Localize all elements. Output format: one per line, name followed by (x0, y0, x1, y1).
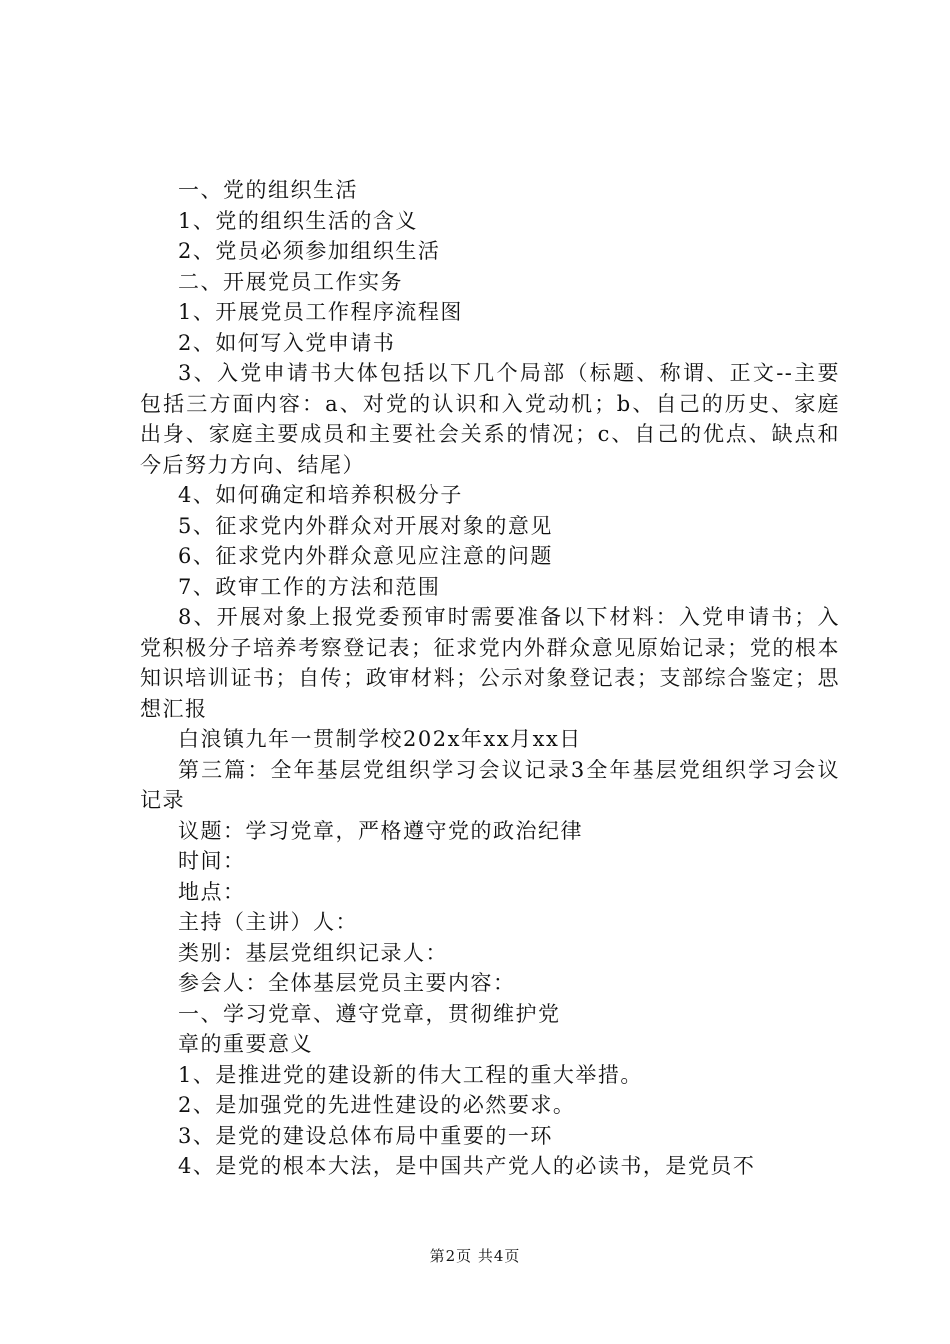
text-line: 参会人：全体基层党员主要内容： (178, 971, 516, 995)
text-line: 2、党员必须参加组织生活 (178, 239, 441, 263)
text-line: 1、党的组织生活的含义 (178, 208, 418, 233)
text-line: 4、如何确定和培养积极分子 (178, 483, 463, 507)
text-line: 一、学习党章、遵守党章，贯彻维护党 (178, 1001, 561, 1026)
text-line: 时间： (178, 849, 246, 873)
document-body (140, 175, 840, 1182)
text-line: 二、开展党员工作实务 (178, 269, 403, 294)
page-number: 第2页 共4页 (429, 1247, 521, 1265)
text-line: 2、如何写入党申请书 (178, 330, 396, 355)
school-date-line: 白浪镇九年一贯制学校202x年xx月xx日 (178, 727, 582, 751)
text-line: 章的重要意义 (178, 1032, 313, 1056)
text-line: 1、是推进党的建设新的伟大工程的重大举措。 (178, 1062, 643, 1087)
text-line: 议题：学习党章，严格遵守党的政治纪律 (178, 818, 583, 843)
text-line: 1、开展党员工作程序流程图 (178, 300, 463, 324)
text-line: 主持（主讲）人： (178, 910, 358, 934)
text-line: 一、党的组织生活 (178, 178, 358, 202)
text-line: 5、征求党内外群众对开展对象的意见 (178, 513, 553, 538)
paragraph-application-parts: 3、入党申请书大体包括以下几个局部（标题、称谓、正文--主要包括三方面内容：a、对党的认识和入党动机；b、自己的历史、家庭出身、家庭主要成员和主要社会关系的情况；c、自己的优点、缺点和今后努力方向、结尾） (140, 361, 840, 477)
paragraph-materials: 8、开展对象上报党委预审时需要准备以下材料：入党申请书；入党积极分子培养考察登记表；征求党内外群众意见原始记录；党的根本知识培训证书；自传；政审材料；公示对象登记表；支部综合鉴定；思想汇报 (140, 605, 840, 721)
text-line: 类别：基层党组织记录人： (178, 940, 448, 965)
text-line: 6、征求党内外群众意见应注意的问题 (178, 544, 553, 568)
text-line: 4、是党的根本大法，是中国共产党人的必读书，是党员不 (178, 1154, 756, 1178)
text-line: 7、政审工作的方法和范围 (178, 574, 441, 599)
text-line: 3、是党的建设总体布局中重要的一环 (178, 1123, 553, 1148)
text-line: 地点： (178, 879, 246, 904)
chapter-title: 第三篇：全年基层党组织学习会议记录3全年基层党组织学习会议记录 (140, 757, 840, 812)
text-line: 2、是加强党的先进性建设的必然要求。 (178, 1093, 576, 1117)
